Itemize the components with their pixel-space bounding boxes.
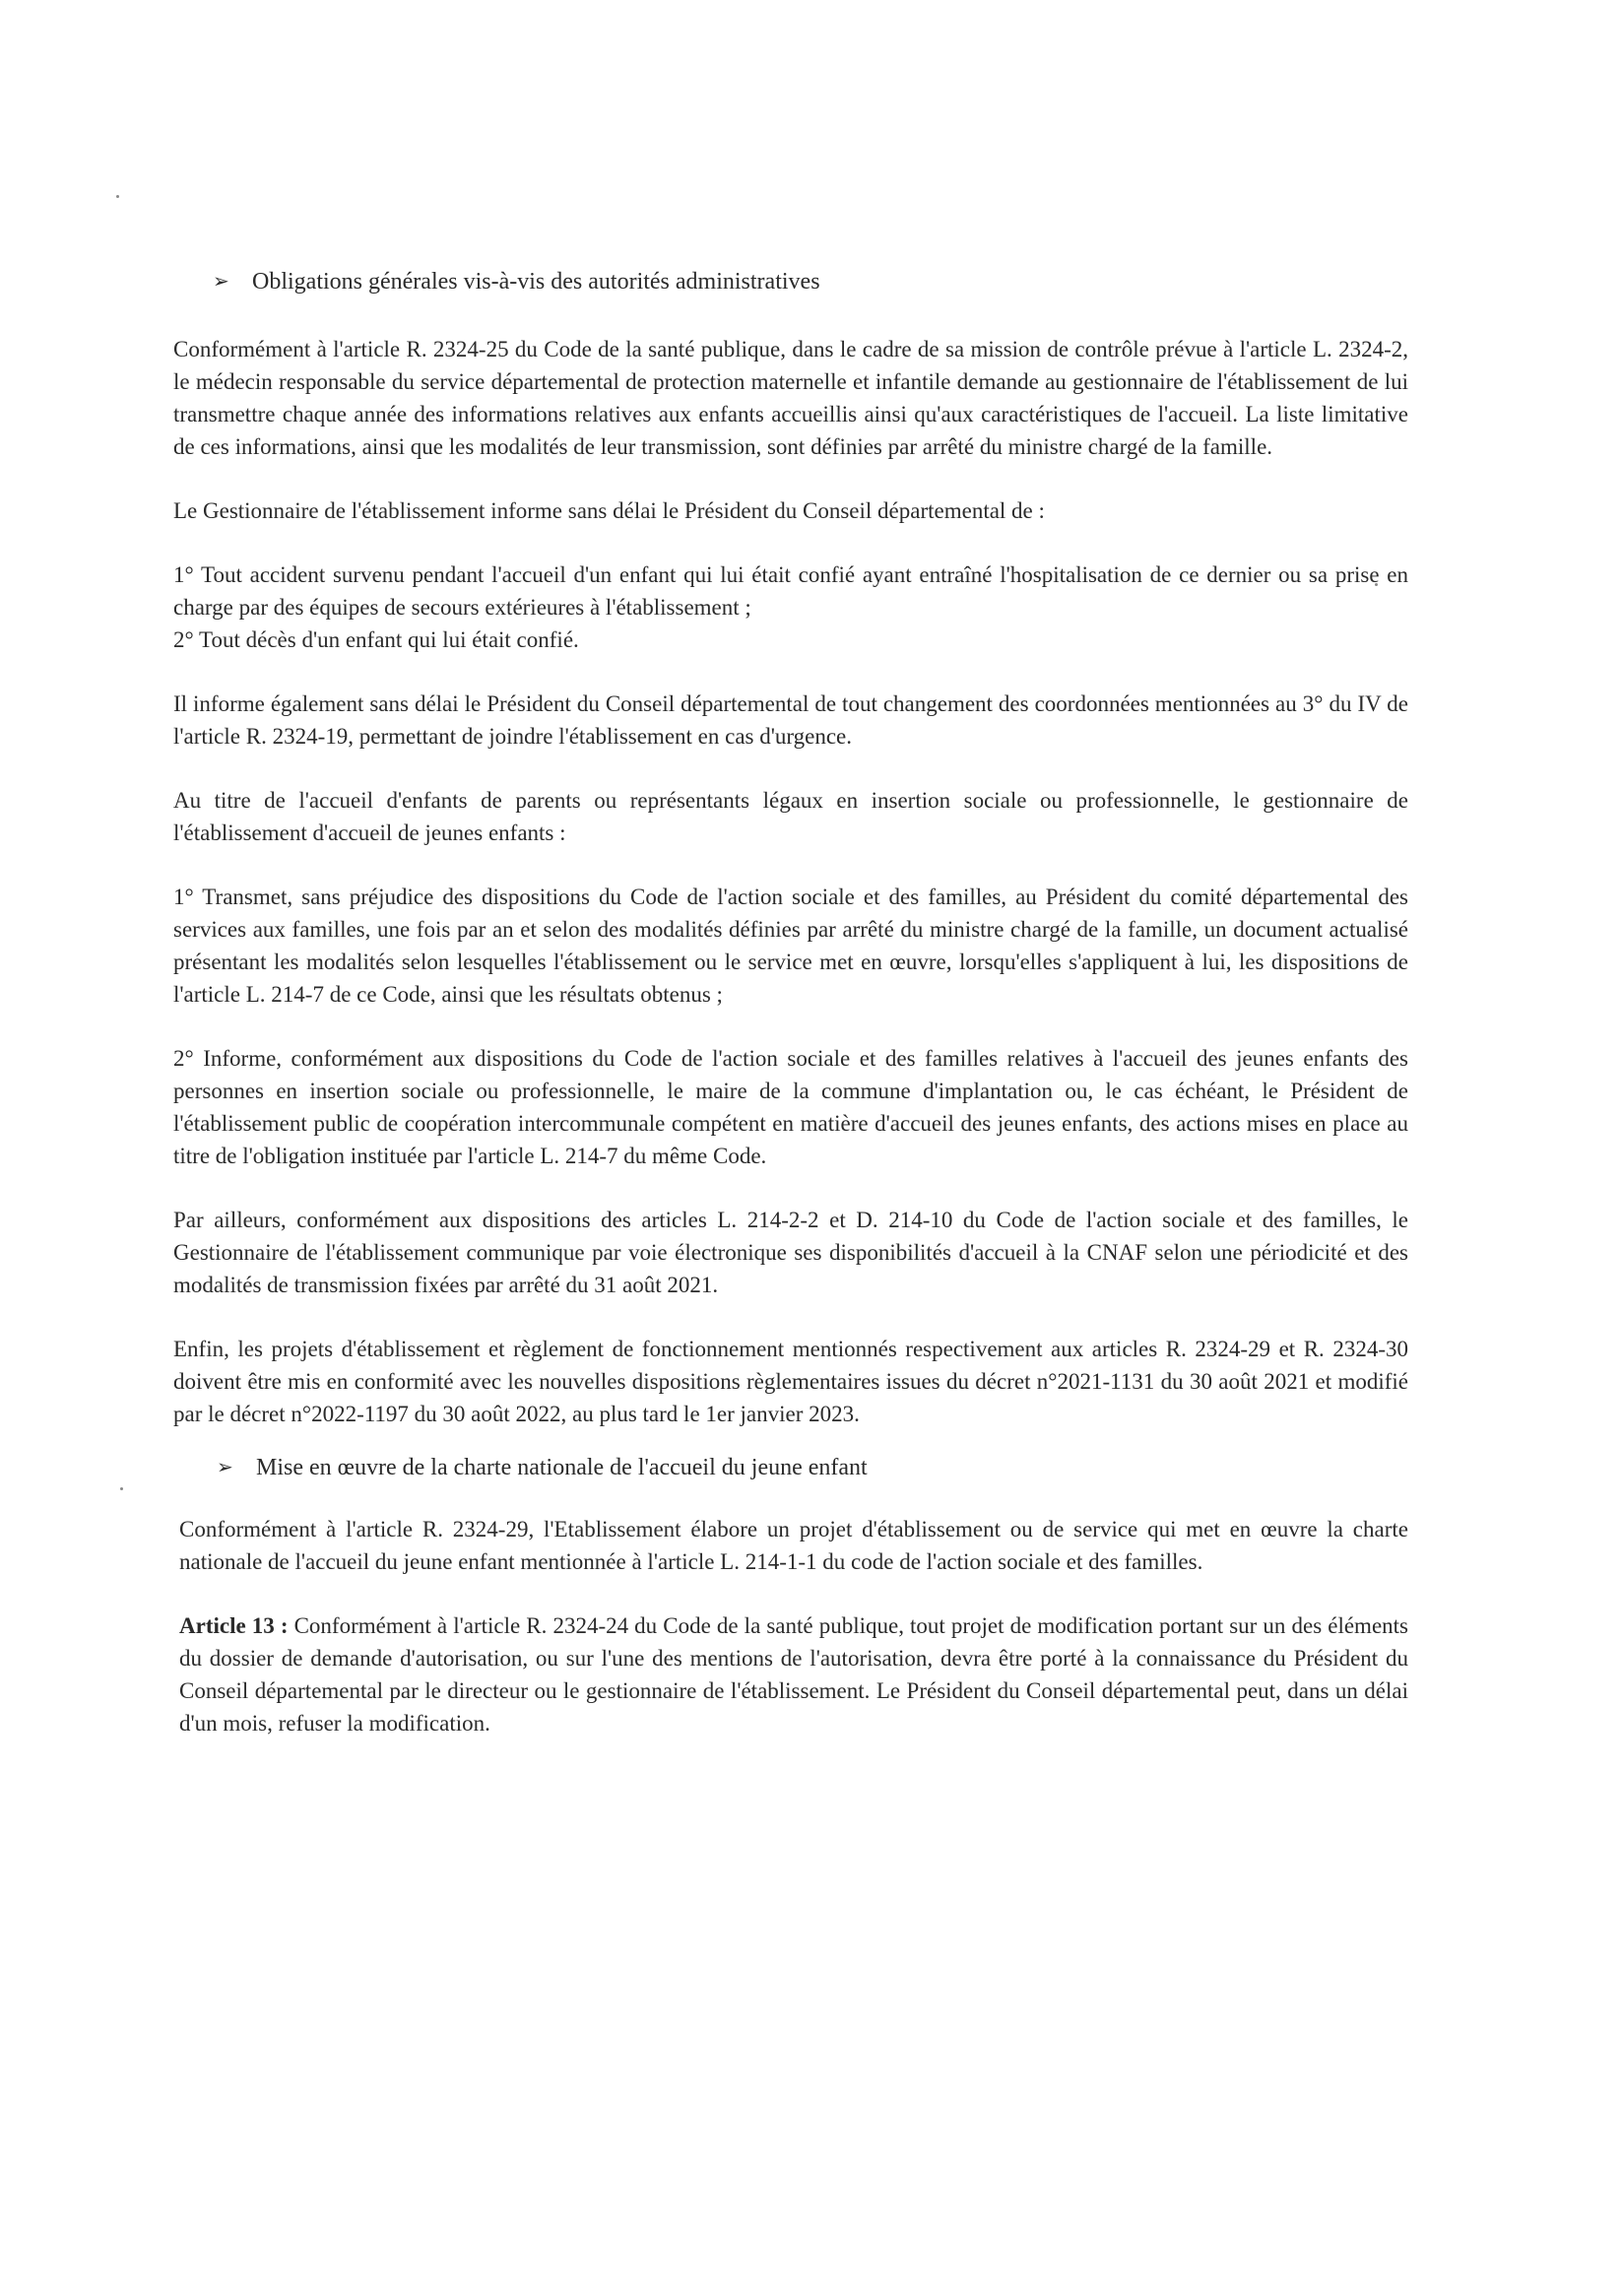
list-item: 2° Tout décès d'un enfant qui lui était confié. — [173, 627, 579, 652]
document-body — [173, 266, 1408, 1771]
scan-speck — [116, 195, 119, 198]
arrow-bullet-icon: ➢ — [217, 1457, 233, 1478]
section-heading-obligations — [213, 266, 1408, 297]
paragraph: Par ailleurs, conformément aux dispositions des articles L. 214-2-2 et D. 214-10 du Code de l'action sociale et des familles, le Gestionnaire de l'établissement communique par voie électronique ses disponibilités d'accueil à la CNAF selon une périodicité et des modalités de transmission fixées par arrêté du 31 août 2021. — [173, 1208, 1408, 1297]
paragraph: Enfin, les projets d'établissement et règlement de fonctionnement mentionnés respectivement aux articles R. 2324-29 et R. 2324-30 doivent être mis en conformité avec les nouvelles dispositions règlementaires issues du décret n°2021-1131 du 30 août 2021 et modifié par le décret n°2022-1197 du 30 août 2022, au plus tard le 1er janvier 2023. — [173, 1337, 1408, 1426]
section-heading-text: Mise en œuvre de la charte nationale de l'accueil du jeune enfant — [256, 1455, 868, 1480]
list-item: 2° Informe, conformément aux dispositions du Code de l'action sociale et des familles relatives à l'accueil des jeunes enfants des personnes en insertion sociale ou professionnelle, le maire de la commune d'implantation ou, le cas échéant, le Président de l'établissement public de coopération intercommunale compétent en matière d'accueil des jeunes enfants, des actions mises en place au titre de l'obligation instituée par l'article L. 214-7 du même Code. — [173, 1046, 1408, 1168]
section-heading-charte — [217, 1452, 1408, 1483]
paragraph: Le Gestionnaire de l'établissement informe sans délai le Président du Conseil départemental de : — [173, 498, 1045, 523]
paragraph: Au titre de l'accueil d'enfants de parents ou représentants légaux en insertion sociale ou professionnelle, le gestionnaire de l'établissement d'accueil de jeunes enfants : — [173, 788, 1408, 845]
article-text: Conformément à l'article R. 2324-24 du Code de la santé publique, tout projet de modification portant sur un des éléments du dossier de demande d'autorisation, ou sur l'une des mentions de l'autorisation, devra être porté à la connaissance du Président du Conseil départemental par le directeur ou le gestionnaire de l'établissement. Le Président du Conseil départemental peut, dans un délai d'un mois, refuser la modification. — [179, 1613, 1408, 1736]
list-item: 1° Transmet, sans préjudice des dispositions du Code de l'action sociale et des familles, au Président du comité départemental des services aux familles, une fois par an et selon des modalités définies par arrêté du ministre chargé de la famille, un document actualisé présentant les modalités selon lesquelles l'établissement ou le service met en œuvre, lorsqu'elles s'appliquent à lui, les dispositions de l'article L. 214-7 de ce Code, ainsi que les résultats obtenus ; — [173, 885, 1408, 1007]
paragraph: Conformément à l'article R. 2324-25 du Code de la santé publique, dans le cadre de sa mission de contrôle prévue à l'article L. 2324-2, le médecin responsable du service départemental de protection maternelle et infantile demande au gestionnaire de l'établissement de lui transmettre chaque année des informations relatives aux enfants accueillis ainsi qu'aux caractéristiques de l'accueil. La liste limitative de ces informations, ainsi que les modalités de leur transmission, sont définies par arrêté du ministre chargé de la famille. — [173, 337, 1408, 459]
paragraph: Conformément à l'article R. 2324-29, l'Etablissement élabore un projet d'établissement ou de service qui met en œuvre la charte nationale de l'accueil du jeune enfant mentionnée à l'article L. 214-1-1 du code de l'action sociale et des familles. — [179, 1517, 1408, 1574]
paragraph: Il informe également sans délai le Président du Conseil départemental de tout changement des coordonnées mentionnées au 3° du IV de l'article R. 2324-19, permettant de joindre l'établissement en cas d'urgence. — [173, 691, 1408, 749]
article-label: Article 13 : — [179, 1613, 289, 1638]
scan-speck — [120, 1487, 123, 1490]
article-13-paragraph — [173, 1609, 1408, 1739]
list-item: 1° Tout accident survenu pendant l'accueil d'un enfant qui lui était confié ayant entraîné l'hospitalisation de ce dernier ou sa prise en charge par des équipes de secours extérieures à l'établissement ; — [173, 562, 1408, 620]
arrow-bullet-icon: ➢ — [213, 271, 229, 293]
section-heading-text: Obligations générales vis-à-vis des autorités administratives — [252, 269, 820, 295]
